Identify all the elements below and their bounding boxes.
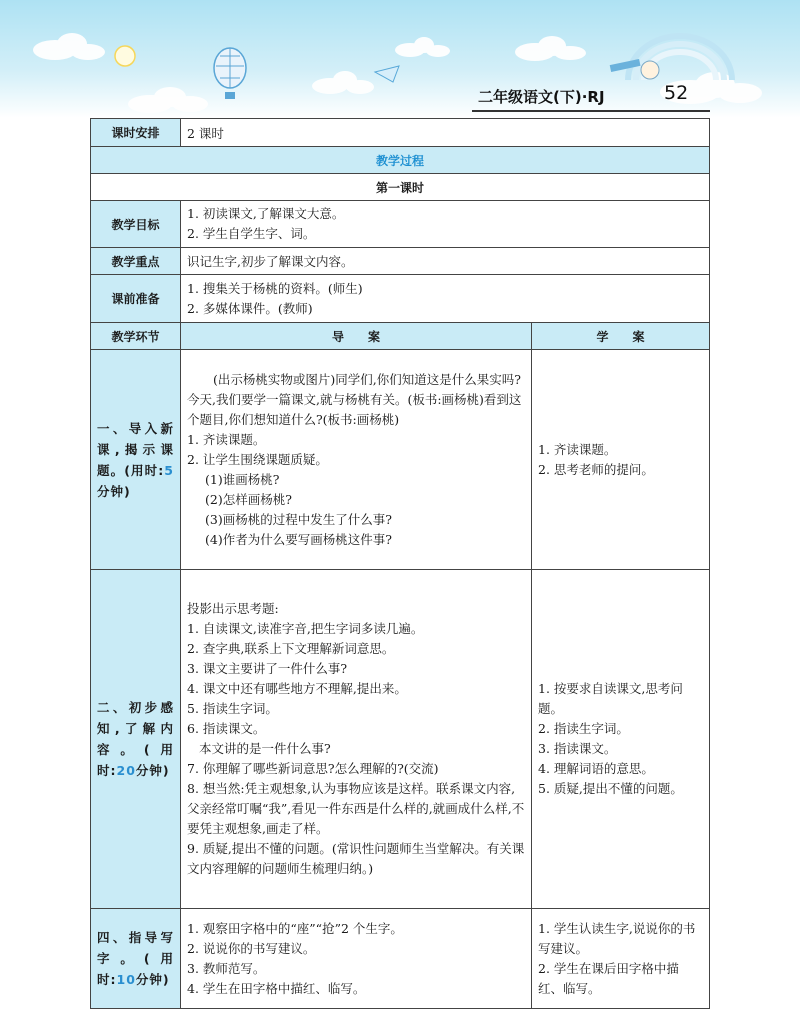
study-item: 1. 齐读课题。	[538, 441, 617, 457]
prep-item: 1. 搜集关于杨桃的资料。(师生)	[187, 280, 363, 296]
guide-item: 2. 让学生围绕课题质疑。	[187, 451, 328, 467]
goal-item: 1. 初读课文,了解课文大意。	[187, 206, 345, 221]
guide-subitem: (3)画杨桃的过程中发生了什么事?	[205, 511, 392, 527]
stage-name: 二、初步感知,了解内容。(用时:20分钟)	[91, 570, 181, 909]
study-column-header: 学 案	[532, 323, 710, 350]
study-item: 2. 指读生字词。	[538, 721, 629, 736]
study-item: 1. 按要求自读课文,思考问题。	[538, 681, 683, 716]
goal-item: 2. 学生自学生字、词。	[187, 226, 316, 241]
process-title: 教学过程	[91, 147, 710, 174]
header-rule	[472, 110, 710, 112]
stage-study	[532, 909, 710, 1009]
stage-study	[532, 350, 710, 570]
study-item: 1. 学生认读生字,说说你的书写建议。	[538, 920, 696, 956]
focus-label: 教学重点	[91, 248, 181, 275]
guide-item: 2. 说说你的书写建议。	[187, 940, 316, 956]
guide-subitem: (1)谁画杨桃?	[205, 471, 280, 487]
guide-note: 本文讲的是一件什么事?	[199, 741, 331, 756]
stage-row	[91, 350, 710, 570]
stage-name: 四、指导写字。(用时:10分钟)	[91, 909, 181, 1009]
stage-guide	[181, 909, 532, 1009]
guide-item: 4. 课文中还有哪些地方不理解,提出来。	[187, 681, 407, 696]
prep-label: 课前准备	[91, 275, 181, 323]
guide-item: 5. 指读生字词。	[187, 701, 278, 716]
guide-column-header: 导 案	[181, 323, 532, 350]
guide-item: 2. 查字典,联系上下文理解新词意思。	[187, 641, 395, 656]
goals-row	[91, 201, 710, 248]
book-label: 二年级语文(下)·RJ	[478, 88, 605, 106]
study-item: 2. 学生在课后田字格中描红、临写。	[538, 960, 679, 996]
guide-item: 4. 学生在田字格中描红、临写。	[187, 980, 366, 996]
study-item: 2. 思考老师的提问。	[538, 461, 654, 477]
guide-paragraph: (出示杨桃实物或图片)同学们,你们知道这是什么果实吗?今天,我们要学一篇课文,就与杨桃有关。(板书:画杨桃)看到这个题目,你们想知道什么?(板书:画杨桃)	[187, 371, 522, 427]
prep-row	[91, 275, 710, 323]
stage-column-header: 教学环节	[91, 323, 181, 350]
stage-row	[91, 570, 710, 909]
stage-guide	[181, 570, 532, 909]
study-item: 5. 质疑,提出不懂的问题。	[538, 781, 683, 796]
guide-item: 3. 课文主要讲了一件什么事?	[187, 661, 348, 676]
guide-item: 7. 你理解了哪些新词意思?怎么理解的?(交流)	[187, 761, 439, 776]
stage-guide	[181, 350, 532, 570]
stage-row	[91, 909, 710, 1009]
guide-item: 9. 质疑,提出不懂的问题。(常识性问题师生当堂解决。有关课文内容理解的问题师生梳理归纳。)	[187, 841, 525, 876]
guide-item: 8. 想当然:凭主观想象,认为事物应该是这样。联系课文内容,父亲经常叮嘱“我”,看见一件东西是什么样的,就画成什么样,不要凭主观想象,画走了样。	[187, 781, 525, 836]
prep-item: 2. 多媒体课件。(教师)	[187, 300, 313, 316]
stage-name: 一、导入新课,揭示课题。(用时:5分钟)	[91, 350, 181, 570]
guide-item: 3. 教师范写。	[187, 960, 266, 976]
focus-value: 识记生字,初步了解课文内容。	[181, 248, 710, 275]
goals-label: 教学目标	[91, 201, 181, 248]
focus-row	[91, 248, 710, 275]
study-item: 3. 指读课文。	[538, 741, 617, 756]
guide-intro: 投影出示思考题:	[187, 601, 279, 616]
column-header-row	[91, 323, 710, 350]
sun-icon	[115, 46, 135, 66]
guide-item: 1. 自读课文,读准字音,把生字词多读几遍。	[187, 621, 424, 636]
lesson-title: 第一课时	[91, 174, 710, 201]
study-item: 4. 理解词语的意思。	[538, 761, 654, 776]
guide-item: 1. 齐读课题。	[187, 431, 266, 447]
guide-item: 6. 指读课文。	[187, 721, 266, 736]
guide-item: 1. 观察田字格中的“座”“抢”2 个生字。	[187, 920, 403, 936]
stage-study	[532, 570, 710, 909]
lesson-plan-table	[90, 118, 710, 1009]
guide-subitem: (4)作者为什么要写画杨桃这件事?	[205, 531, 392, 547]
guide-subitem: (2)怎样画杨桃?	[205, 491, 292, 507]
schedule-value: 2 课时	[181, 119, 710, 147]
hot-air-balloon-icon	[214, 48, 246, 99]
kite-icon	[375, 66, 399, 82]
schedule-label: 课时安排	[91, 119, 181, 147]
page-number: 52	[664, 82, 689, 104]
schedule-row	[91, 119, 710, 147]
